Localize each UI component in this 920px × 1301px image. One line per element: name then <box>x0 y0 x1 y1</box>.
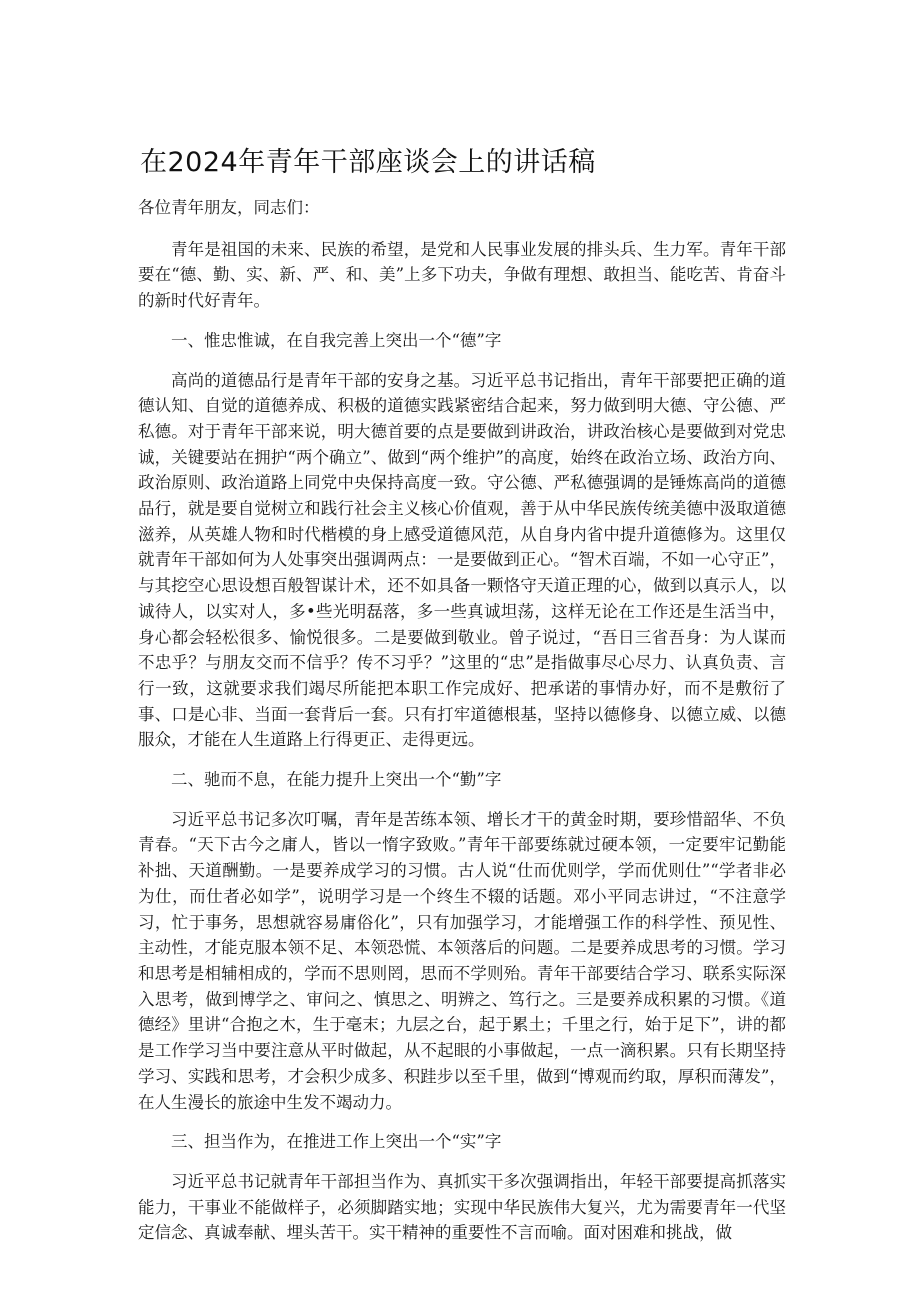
intro-paragraph: 青年是祖国的未来、民族的希望，是党和人民事业发展的排头兵、生力军。青年干部要在“德、勤、实、新、严、和、美”上多下功夫，争做有理想、敢担当、能吃苦、肯奋斗的新时代好青年。 <box>138 239 786 311</box>
section-3-paragraph: 习近平总书记就青年干部担当作为、真抓实干多次强调指出，年轻干部要提高抓落实能力，干事业不能做样子，必须脚踏实地；实现中华民族伟大复兴，尤为需要青年一代坚定信念、真诚奉献、埋头苦干。实干精神的重要性不言而喻。面对困难和挑战，做 <box>138 1171 786 1243</box>
greeting: 各位青年朋友，同志们： <box>138 198 320 217</box>
document-title: 在2024年青年干部座谈会上的讲话稿 <box>140 147 596 178</box>
section-1-heading: 一、惟忠惟诚，在自我完善上突出一个“德”字 <box>171 330 502 350</box>
section-3-heading: 三、担当作为，在推进工作上突出一个“实”字 <box>171 1132 502 1152</box>
document-body <box>138 195 786 1246</box>
section-1-paragraph: 高尚的道德品行是青年干部的安身之基。习近平总书记指出，青年干部要把正确的道德认知、自觉的道德养成、积极的道德实践紧密结合起来，努力做到明大德、守公德、严私德。对于青年干部来说，明大德首要的点是要做到讲政治，讲政治核心是要做到对党忠诚，关键要站在拥护“两个确立”、做到“两个维护”的高度，始终在政治立场、政治方向、政治原则、政治道路上同党中央保持高度一致。守公德、严私德强调的是锤炼高尚的道德品行，就是要自觉树立和践行社会主义核心价值观，善于从中华民族传统美德中汲取道德滋养，从英雄人物和时代楷模的身上感受道德风范，从自身内省中提升道德修为。这里仅就青年干部如何为人处事突出强调两点：一是要做到正心。“智术百端，不如一心守正”，与其挖空心思设想百般智谋计术，还不如具备一颗恪守天道正理的心，做到以真示人，以诚待人，以实对人，多•些光明磊落，多一些真诚坦荡，这样无论在工作还是生活当中，身心都会轻松很多、愉悦很多。二是要做到敬业。曾子说过，“吾日三省吾身：为人谋而不忠乎？与朋友交而不信乎？传不习乎？”这里的“忠”是指做事尽心尽力、认真负责、言行一致，这就要求我们竭尽所能把本职工作完成好、把承诺的事情办好，而不是敷衍了事、口是心非、当面一套背后一套。只有打牢道德根基，坚持以德修身、以德立威、以德服众，才能在人生道路上行得更正、走得更远。 <box>138 370 786 750</box>
section-2-heading: 二、驰而不息，在能力提升上突出一个“勤”字 <box>171 770 502 790</box>
section-2-paragraph: 习近平总书记多次叮嘱，青年是苦练本领、增长才干的黄金时期，要珍惜韶华、不负青春。“天下古今之庸人，皆以一惰字致败。”青年干部要练就过硬本领，一定要牢记勤能补拙、天道酬勤。一是要养成学习的习惯。古人说“仕而优则学，学而优则仕”“学者非必为仕，而仕者必如学”，说明学习是一个终生不辍的话题。邓小平同志讲过，“不注意学习，忙于事务，思想就容易庸俗化”，只有加强学习，才能增强工作的科学性、预见性、主动性，才能克服本领不足、本领恐慌、本领落后的问题。二是要养成思考的习惯。学习和思考是相辅相成的，学而不思则罔，思而不学则殆。青年干部要结合学习、联系实际深入思考，做到博学之、审问之、慎思之、明辨之、笃行之。三是要养成积累的习惯。《道德经》里讲“合抱之木，生于毫末；九层之台，起于累土；千里之行，始于足下”，讲的都是工作学习当中要注意从平时做起，从不起眼的小事做起，一点一滴积累。只有长期坚持学习、实践和思考，才会积少成多、积跬步以至千里，做到“博观而约取，厚积而薄发”，在人生漫长的旅途中生发不竭动力。 <box>138 809 786 1112</box>
